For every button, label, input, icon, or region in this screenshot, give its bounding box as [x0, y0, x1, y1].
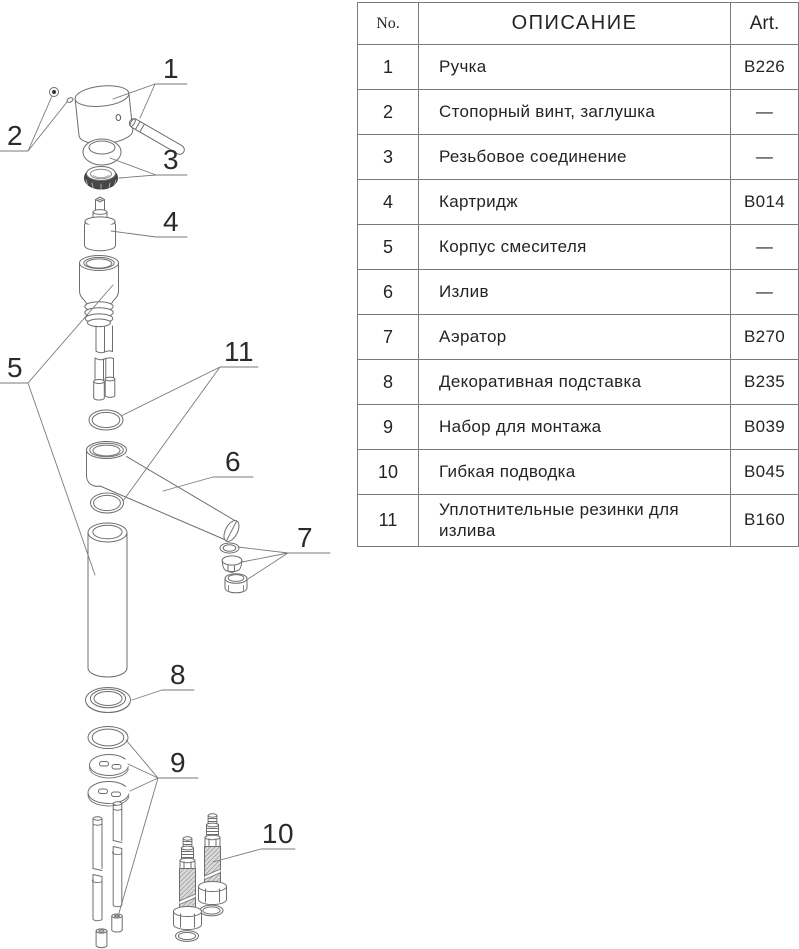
cell-desc: Стопорный винт, заглушка — [419, 90, 731, 135]
exploded-diagram — [0, 0, 357, 949]
callout-4: 4 — [162, 206, 180, 237]
base-ring — [86, 688, 131, 713]
cell-art: — — [731, 135, 799, 180]
cell-art: B160 — [731, 495, 799, 547]
callout-8: 8 — [169, 659, 187, 690]
mixer-body-housing — [80, 256, 119, 401]
faucet-exploded-drawing — [0, 0, 357, 949]
cell-no: 7 — [358, 315, 419, 360]
cell-no: 8 — [358, 360, 419, 405]
cell-no: 3 — [358, 135, 419, 180]
cell-art: B039 — [731, 405, 799, 450]
callout-1: 1 — [162, 53, 180, 84]
mounting-kit — [88, 727, 129, 948]
table-row — [358, 450, 799, 495]
table-row — [358, 45, 799, 90]
header-description: ОПИСАНИЕ — [419, 3, 731, 45]
cell-desc: Корпус смесителя — [419, 225, 731, 270]
callout-5: 5 — [6, 352, 24, 383]
cell-no: 9 — [358, 405, 419, 450]
o-ring-lower — [91, 493, 124, 513]
table-row — [358, 225, 799, 270]
cell-art: — — [731, 90, 799, 135]
table-row — [358, 315, 799, 360]
cell-art: B014 — [731, 180, 799, 225]
callout-9: 9 — [169, 747, 187, 778]
callout-3: 3 — [162, 144, 180, 175]
header-art: Art. — [731, 3, 799, 45]
cell-desc: Набор для монтажа — [419, 405, 731, 450]
cell-desc: Гибкая подводка — [419, 450, 731, 495]
parts-table — [357, 2, 799, 547]
table-row — [358, 135, 799, 180]
callout-7: 7 — [296, 522, 314, 553]
mounting-plate-1 — [90, 754, 129, 777]
hose-left — [174, 837, 202, 942]
cell-no: 11 — [358, 495, 419, 547]
table-row — [358, 90, 799, 135]
callout-6: 6 — [224, 446, 242, 477]
cell-art: — — [731, 225, 799, 270]
cell-desc: Ручка — [419, 45, 731, 90]
cell-no: 6 — [358, 270, 419, 315]
callout-10: 10 — [261, 818, 295, 849]
cell-no: 4 — [358, 180, 419, 225]
cell-no: 2 — [358, 90, 419, 135]
cell-art: B045 — [731, 450, 799, 495]
table-row — [358, 405, 799, 450]
table-header-row — [358, 3, 799, 45]
cell-desc: Уплотнительные резинки для излива — [419, 495, 731, 547]
cell-desc: Картридж — [419, 180, 731, 225]
mounting-stud-left — [92, 817, 102, 921]
cell-art: — — [731, 270, 799, 315]
cell-art: B226 — [731, 45, 799, 90]
callout-2: 2 — [6, 120, 24, 151]
cell-desc: Резьбовое соединение — [419, 135, 731, 180]
mounting-plate-2 — [88, 781, 129, 806]
mounting-stud-right — [113, 802, 122, 907]
table-row — [358, 180, 799, 225]
mounting-nut-left — [96, 929, 107, 948]
mounting-nut-right — [112, 914, 122, 932]
threaded-ring — [85, 167, 118, 190]
cell-no: 5 — [358, 225, 419, 270]
callout-11: 11 — [223, 336, 255, 367]
table-row — [358, 360, 799, 405]
header-no: No. — [358, 3, 419, 45]
cell-desc: Излив — [419, 270, 731, 315]
aerator — [220, 543, 247, 593]
table-row — [358, 495, 799, 547]
parts-table-body — [358, 45, 799, 547]
plug — [66, 97, 74, 104]
cell-desc: Аэратор — [419, 315, 731, 360]
cell-no: 10 — [358, 450, 419, 495]
cell-art: B235 — [731, 360, 799, 405]
hose-right — [199, 814, 227, 916]
cell-no: 1 — [358, 45, 419, 90]
handle-cap — [74, 83, 134, 146]
set-screw — [50, 88, 59, 97]
dome-ring — [83, 139, 121, 165]
cartridge — [85, 197, 116, 251]
mixer-body-column — [88, 523, 127, 677]
table-row — [358, 270, 799, 315]
o-ring-upper — [89, 410, 123, 430]
cell-art: B270 — [731, 315, 799, 360]
cell-desc: Декоративная подставка — [419, 360, 731, 405]
